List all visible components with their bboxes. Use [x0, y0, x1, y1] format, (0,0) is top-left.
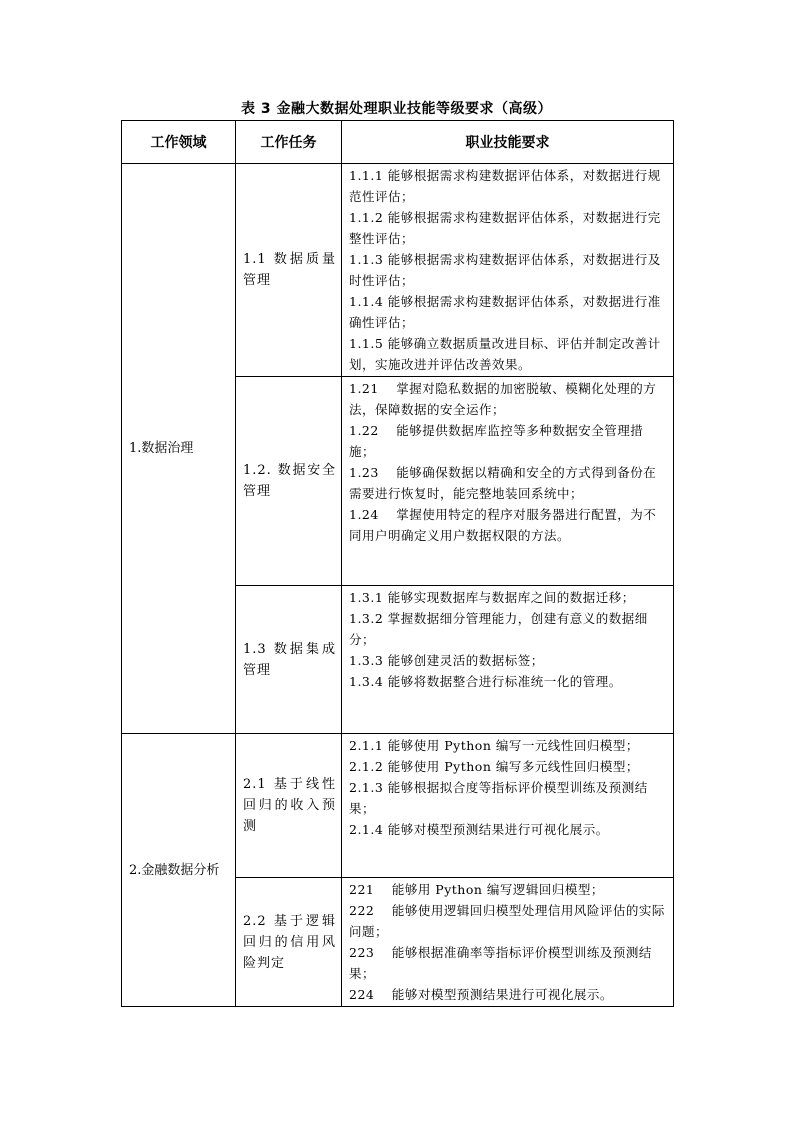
requirement-item: 1.23 能够确保数据以精确和安全的方式得到备份在需要进行恢复时，能完整地装回系统中；: [349, 465, 657, 501]
requirement-item: 1.3.4 能够将数据整合进行标准统一化的管理。: [349, 674, 622, 689]
requirement-item: 1.22 能够提供数据库监控等多种数据安全管理措施；: [349, 423, 644, 459]
requirements-cell: [342, 586, 674, 734]
requirement-item: 1.1.4 能够根据需求构建数据评估体系，对数据进行准确性评估；: [349, 294, 661, 330]
requirement-item: 1.3.2 掌握数据细分管理能力，创建有意义的数据细分；: [349, 611, 648, 647]
requirement-item: 1.1.2 能够根据需求构建数据评估体系，对数据进行完整性评估；: [349, 210, 661, 246]
requirements-cell: [342, 734, 674, 878]
requirements-cell: [342, 164, 674, 377]
table-header-row: [122, 121, 674, 164]
domain-cell: 2.金融数据分析: [122, 734, 236, 1007]
domain-cell: 1.数据治理: [122, 164, 236, 734]
requirement-item: 223 能够根据准确率等指标评价模型训练及预测结果；: [349, 945, 652, 981]
requirements-cell: [342, 377, 674, 586]
requirement-item: 1.1.3 能够根据需求构建数据评估体系，对数据进行及时性评估；: [349, 252, 661, 288]
task-cell: 2.1 基于线性回归的收入预测: [236, 734, 342, 878]
task-cell: 1.3 数据集成管理: [236, 586, 342, 734]
requirement-item: 1.24 掌握使用特定的程序对服务器进行配置，为不同用户明确定义用户数据权限的方法。: [349, 507, 657, 543]
requirement-item: 1.1.5 能够确立数据质量改进目标、评估并制定改善计划，实施改进并评估改善效果。: [349, 336, 661, 372]
requirement-item: 1.1.1 能够根据需求构建数据评估体系，对数据进行规范性评估；: [349, 168, 661, 204]
table-title: 表 3 金融大数据处理职业技能等级要求（高级）: [241, 101, 552, 117]
header-domain: 工作领域: [122, 121, 236, 164]
requirement-item: 2.1.1 能够使用 Python 编写一元线性回归模型；: [349, 738, 639, 753]
header-requirement: 职业技能要求: [342, 121, 674, 164]
requirement-item: 224 能够对模型预测结果进行可视化展示。: [349, 987, 613, 1002]
skills-table: [121, 120, 674, 1007]
requirements-cell: [342, 878, 674, 1007]
header-task: 工作任务: [236, 121, 342, 164]
requirement-item: 1.21 掌握对隐私数据的加密脱敏、模糊化处理的方法，保障数据的安全运作；: [349, 381, 657, 417]
requirement-item: 1.3.1 能够实现数据库与数据库之间的数据迁移；: [349, 590, 635, 605]
task-cell: 1.2. 数据安全管理: [236, 377, 342, 586]
requirement-item: 2.1.2 能够使用 Python 编写多元线性回归模型；: [349, 759, 639, 774]
requirement-item: 221 能够用 Python 编写逻辑回归模型；: [349, 882, 604, 897]
task-cell: 1.1 数据质量管理: [236, 164, 342, 377]
requirement-item: 2.1.4 能够对模型预测结果进行可视化展示。: [349, 822, 609, 837]
task-cell: 2.2 基于逻辑回归的信用风险判定: [236, 878, 342, 1007]
requirement-item: 2.1.3 能够根据拟合度等指标评价模型训练及预测结果；: [349, 780, 648, 816]
table-row: [122, 734, 674, 878]
requirement-item: 1.3.3 能够创建灵活的数据标签；: [349, 653, 544, 668]
table-row: [122, 164, 674, 377]
requirement-item: 222 能够使用逻辑回归模型处理信用风险评估的实际问题；: [349, 903, 665, 939]
